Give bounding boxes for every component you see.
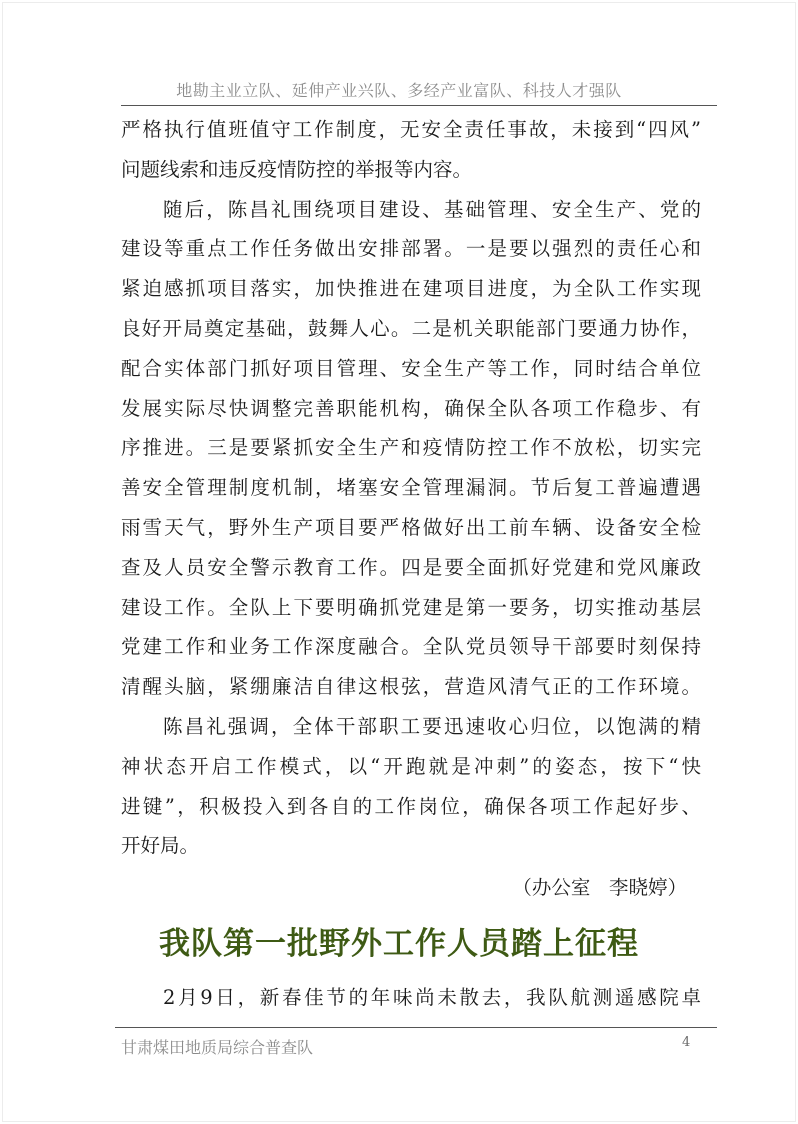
footer-divider	[115, 1027, 717, 1028]
page-number: 4	[682, 1035, 691, 1050]
paragraph-line: 清醒头脑，紧绷廉洁自律这根弦，营造风清气正的工作环境。	[121, 675, 701, 699]
paragraph-line: 查及人员安全警示教育工作。四是要全面抓好党建和党风廉政	[121, 555, 701, 579]
paragraph-line: 进键”，积极投入到各自的工作岗位，确保各项工作起好步、	[121, 794, 701, 818]
paragraph-line: 建设等重点工作任务做出安排部署。一是要以强烈的责任心和	[121, 237, 701, 261]
paragraph-line: 建设工作。全队上下要明确抓党建是第一要务，切实推动基层	[121, 595, 701, 619]
body-text	[121, 110, 701, 866]
article-lead-line: 2月9日，新春佳节的年味尚未散去，我队航测遥感院卓	[163, 986, 701, 1009]
paragraph-line: 配合实体部门抓好项目管理、安全生产等工作，同时结合单位	[121, 356, 701, 380]
paragraph-line: 良好开局奠定基础，鼓舞人心。二是机关职能部门要通力协作，	[121, 316, 701, 340]
footer-organization: 甘肃煤田地质局综合普查队	[121, 1038, 314, 1057]
paragraph-line: 严格执行值班值守工作制度，无安全责任事故，未接到“四风”	[121, 118, 701, 141]
paragraph-line: 陈昌礼强调，全体干部职工要迅速收心归位，以饱满的精	[163, 714, 701, 738]
paragraph-line: 序推进。三是要紧抓安全生产和疫情防控工作不放松，切实完	[121, 436, 701, 460]
paragraph-line: 神状态开启工作模式，以“开跑就是冲刺”的姿态，按下“快	[121, 754, 701, 778]
paragraph-line: 发展实际尽快调整完善职能机构，确保全队各项工作稳步、有	[121, 396, 701, 420]
paragraph-line: 紧迫感抓项目落实，加快推进在建项目进度，为全队工作实现	[121, 277, 701, 301]
article-headline: 我队第一批野外工作人员踏上征程	[159, 926, 639, 962]
article-signature: （办公室 李晓婷）	[512, 876, 687, 899]
header-divider	[121, 105, 717, 106]
paragraph-line: 随后，陈昌礼围绕项目建设、基础管理、安全生产、党的	[163, 197, 701, 221]
paragraph-line: 党建工作和业务工作深度融合。全队党员领导干部要时刻保持	[121, 635, 701, 659]
paragraph-line: 雨雪天气，野外生产项目要严格做好出工前车辆、设备安全检	[121, 515, 701, 539]
paragraph-line: 开好局。	[121, 834, 200, 858]
paragraph-line: 善安全管理制度机制，堵塞安全管理漏洞。节后复工普遍遭遇	[121, 476, 701, 500]
header-slogan: 地勘主业立队、延伸产业兴队、多经产业富队、科技人才强队	[176, 81, 622, 100]
paragraph-line: 问题线索和违反疫情防控的举报等内容。	[121, 157, 473, 181]
